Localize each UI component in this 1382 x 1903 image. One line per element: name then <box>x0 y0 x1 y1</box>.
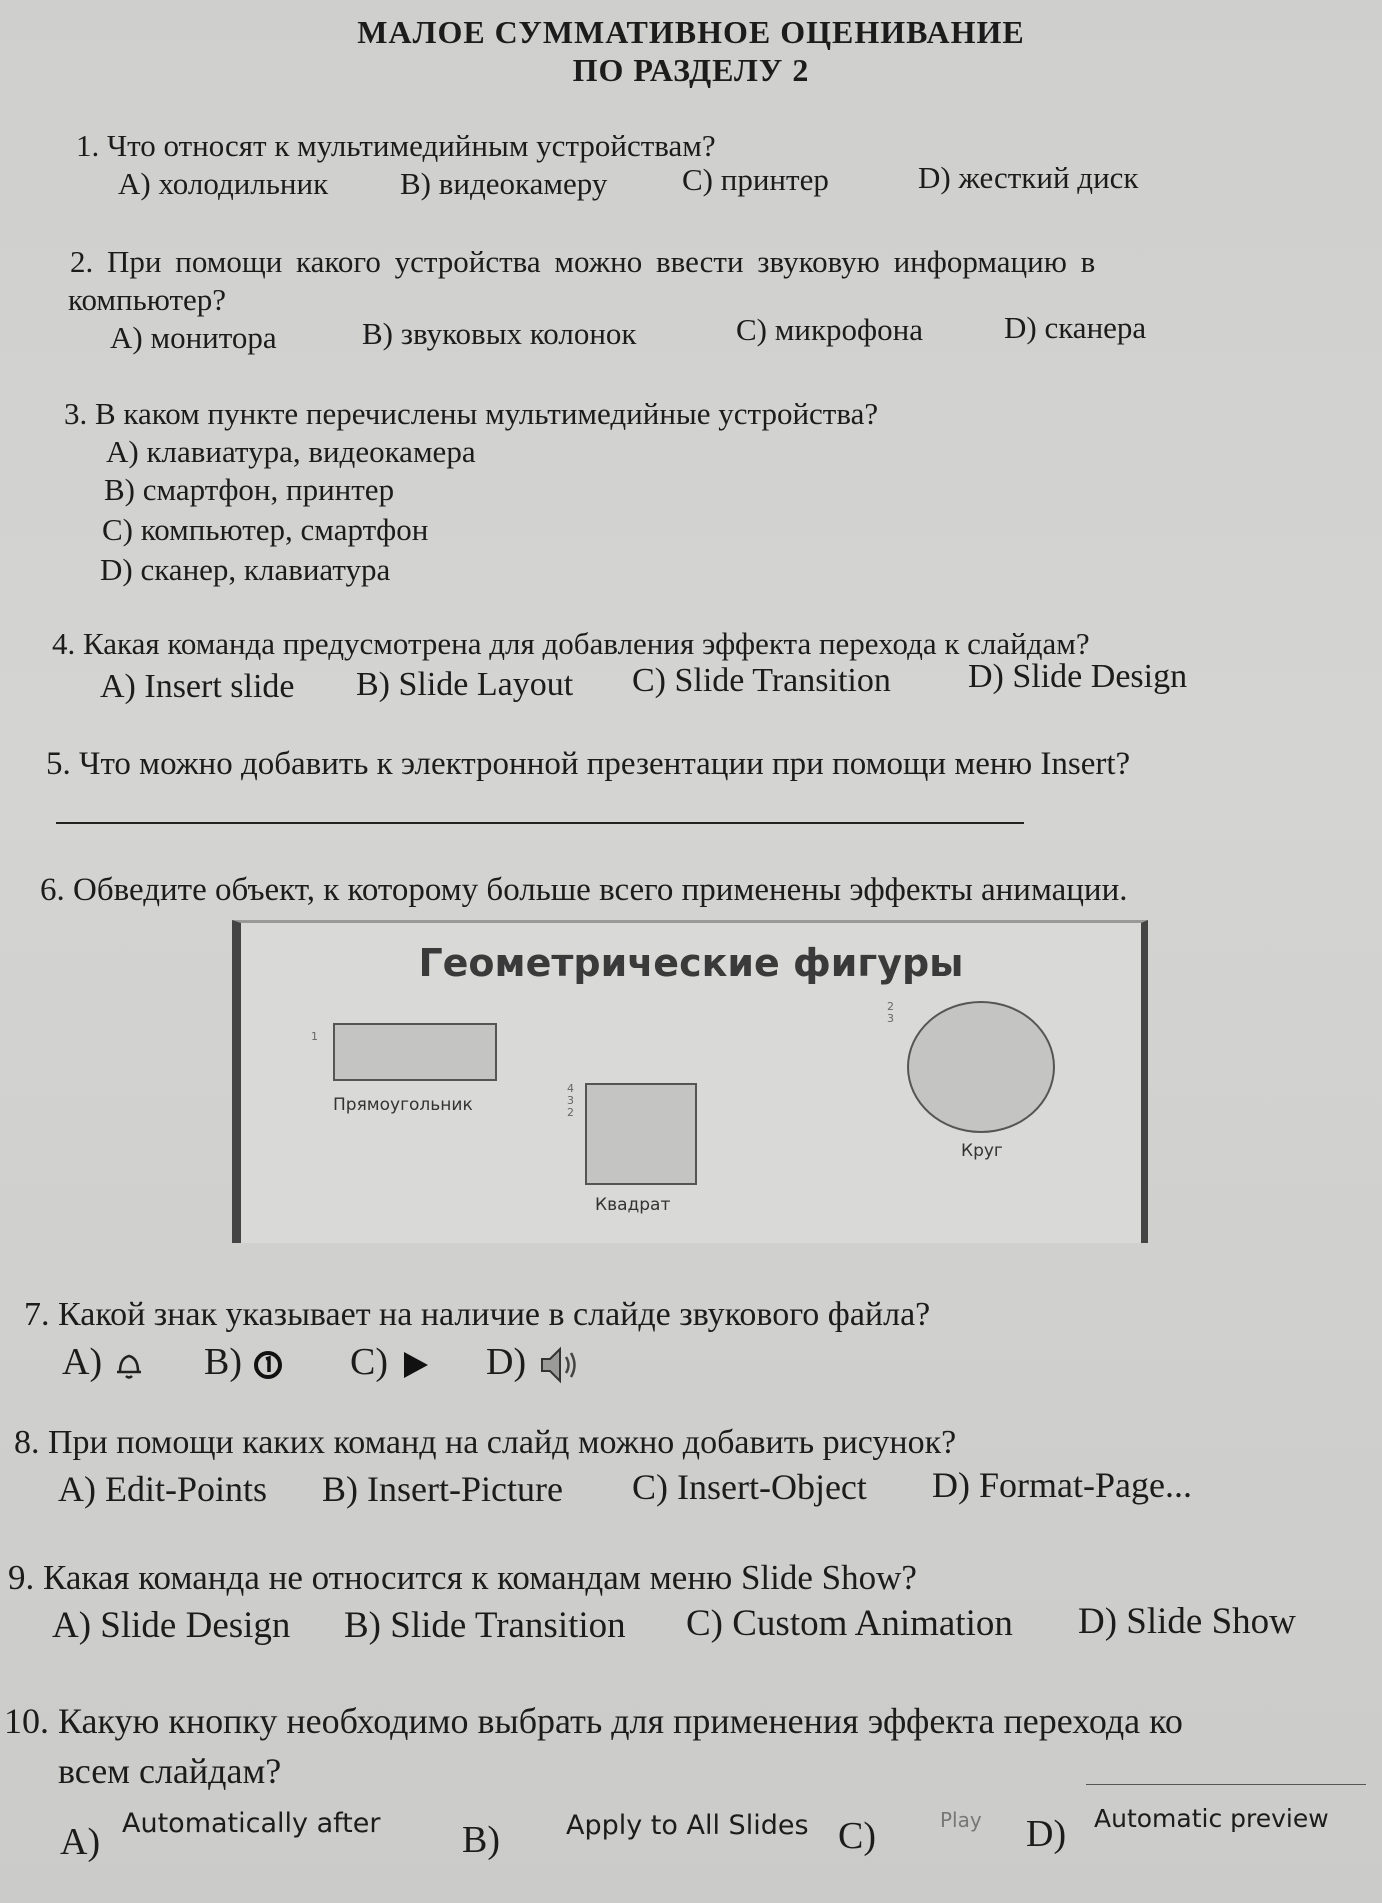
q10-option-a: Automatically after <box>122 1808 381 1839</box>
q8-option-c: C) Insert-Object <box>632 1467 867 1507</box>
q4-option-a: A) Insert slide <box>100 668 295 705</box>
q1-option-c: C) принтер <box>682 162 829 197</box>
q2-option-a: A) монитора <box>110 320 277 355</box>
q9-option-b: B) Slide Transition <box>344 1605 626 1646</box>
question-9: 9. Какая команда не относится к командам меню Slide Show? <box>8 1558 917 1597</box>
q4-option-b: B) Slide Layout <box>356 666 574 703</box>
question-3: 3. В каком пункте перечислены мультимедийные устройства? <box>64 396 879 431</box>
play-icon <box>398 1348 432 1382</box>
q2-option-d: D) сканера <box>1004 310 1147 345</box>
rectangle-shape <box>333 1023 497 1081</box>
square-label: Квадрат <box>595 1195 671 1215</box>
answer-line <box>56 822 1024 824</box>
q1-option-a: A) холодильник <box>118 166 329 201</box>
slide-title: Геометрические фигуры <box>418 941 964 985</box>
q3-option-c: C) компьютер, смартфон <box>102 512 429 547</box>
q3-option-b: B) смартфон, принтер <box>104 472 395 507</box>
rectangle-label: Прямоугольник <box>333 1095 473 1115</box>
question-6: 6. Обведите объект, к которому больше всего применены эффекты анимации. <box>40 872 1128 908</box>
circle-label: Круг <box>961 1141 1003 1161</box>
q10-option-b-letter: B) <box>462 1819 500 1861</box>
square-animation-marker: 4 3 2 <box>567 1082 574 1119</box>
rect-animation-marker: 1 <box>311 1030 318 1043</box>
q7-option-c-label: C) <box>350 1341 388 1383</box>
q8-option-b: B) Insert-Picture <box>322 1469 563 1509</box>
q10-option-c: Play <box>940 1808 982 1832</box>
q7-option-b-label: B) <box>204 1341 242 1383</box>
answer-line-10 <box>1086 1784 1366 1785</box>
q8-option-d: D) Format-Page... <box>932 1465 1192 1505</box>
q10-option-b: Apply to All Slides <box>566 1810 809 1841</box>
q1-option-b: B) видеокамеру <box>400 166 608 201</box>
q9-option-a: A) Slide Design <box>52 1605 291 1646</box>
circled-one-icon <box>252 1349 284 1381</box>
q7-option-d-label: D) <box>486 1341 527 1383</box>
question-8: 8. При помощи каких команд на слайд можно добавить рисунок? <box>14 1424 957 1461</box>
q2-option-b: B) звуковых колонок <box>362 316 637 351</box>
q2-option-c: C) микрофона <box>736 312 923 347</box>
q3-option-a: A) клавиатура, видеокамера <box>106 434 476 469</box>
bell-icon <box>112 1348 146 1382</box>
question-2-line1: 2. При помощи какого устройства можно ввести звуковую информацию в <box>70 244 1096 279</box>
question-1: 1. Что относят к мультимедийным устройствам? <box>76 128 716 163</box>
header-line2: ПО РАЗДЕЛУ 2 <box>572 52 810 88</box>
q10-option-a-letter: A) <box>60 1821 101 1863</box>
slide-preview <box>232 920 1148 1243</box>
question-4: 4. Какая команда предусмотрена для добавления эффекта перехода к слайдам? <box>52 626 1090 661</box>
q10-option-d: Automatic preview <box>1094 1804 1329 1833</box>
circle-shape <box>907 1001 1055 1133</box>
question-7: 7. Какой знак указывает на наличие в слайде звукового файла? <box>24 1296 931 1333</box>
q9-option-c: C) Custom Animation <box>686 1603 1013 1644</box>
question-10-line1: 10. Какую кнопку необходимо выбрать для применения эффекта перехода ко <box>4 1701 1183 1741</box>
question-10-line2: всем слайдам? <box>58 1751 282 1791</box>
q7-option-a-label: A) <box>62 1341 103 1383</box>
q10-option-d-letter: D) <box>1026 1813 1067 1855</box>
q7-option-a <box>62 1340 146 1384</box>
q10-option-c-letter: C) <box>838 1815 876 1857</box>
speaker-icon <box>536 1343 582 1387</box>
q1-option-d: D) жесткий диск <box>918 160 1139 195</box>
circle-animation-marker: 2 3 <box>887 1000 894 1025</box>
header-line1: МАЛОЕ СУММАТИВНОЕ ОЦЕНИВАНИЕ <box>357 14 1025 50</box>
q8-option-a: A) Edit-Points <box>58 1469 268 1509</box>
q9-option-d: D) Slide Show <box>1078 1601 1296 1642</box>
square-shape <box>585 1083 697 1185</box>
q7-option-c <box>350 1340 432 1384</box>
q7-option-b <box>204 1340 284 1384</box>
q4-option-d: D) Slide Design <box>968 658 1188 695</box>
q3-option-d: D) сканер, клавиатура <box>100 552 391 587</box>
question-5: 5. Что можно добавить к электронной презентации при помощи меню Insert? <box>46 746 1131 782</box>
question-2-line2: компьютер? <box>68 282 227 317</box>
q7-option-d <box>486 1340 582 1387</box>
q4-option-c: C) Slide Transition <box>632 662 891 699</box>
